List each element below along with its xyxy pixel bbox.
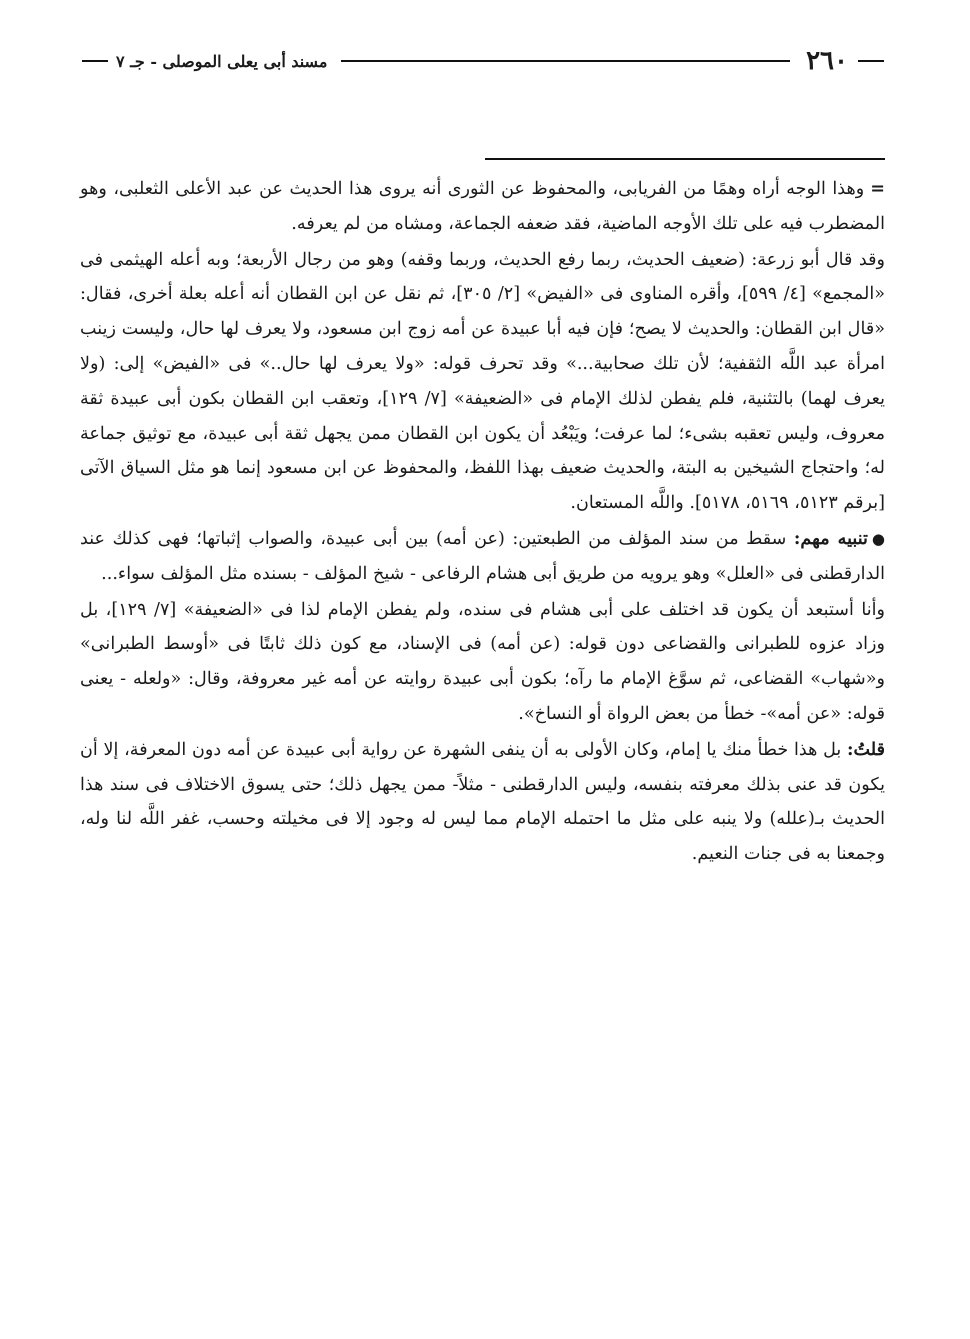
paragraph-text: وقد قال أبو زرعة: (ضعيف الحديث، ربما رفع الحديث، وربما وقفه) وهو من رجال الأربعة؛ وبه أعله الهيثمى فى «المجمع» [٤/ ٥٩٩]، وأقره المناوى فى «الفيض» [٢/ ٣٠٥]، ثم نقل عن ابن القطان أنه أعله بعلة أخرى، فقال: «قال ابن القطان: والحديث لا يصح؛ فإن فيه أبا عبيدة عن أمه زوج ابن مسعود، ولا يعرف لها حال، وليست زينب امرأة عبد اللَّه الثقفية؛ لأن تلك صحابية...» وقد تحرف قوله: «ولا يعرف لها حال..» فى «الفيض» إلى: (ولا يعرف لهما) بالتثنية، فلم يفطن لذلك الإمام فى «الضعيفة» [٧/ ١٢٩]، وتعقب ابن القطان بكون أبى عبيدة ثقة معروف، وليس تعقبه بشىء؛ لما عرفت؛ ويَبْعُد أن يكون ابن القطان ممن يجهل ثقة أبى عبيدة، مع توثيق جماعة له؛ واحتجاج الشيخين به البتة، والحديث ضعيف بهذا اللفظ، والمحفوظ عن ابن مسعود إنما هو مثل السياق الآتى [برقم ٥١٢٣، ٥١٦٩، ٥١٧٨]. واللَّه المستعان. — [80, 249, 886, 514]
paragraph-text: وأنا أستبعد أن يكون قد اختلف على أبى هشام فى سنده، ولم يفطن الإمام لذا فى «الضعيفة» [٧/ ١٢٩]، بل وزاد عزوه للطبرانى والقضاعى دون قوله: (عن أمه) فى الإسناد، مع كون ذلك ثابتًا فى «أوسط الطبرانى» و«شهاب» القضاعى، ثم سوَّغ الإمام ما رآه؛ بكون أبى عبيدة روايته عن أمه غير معروفة، وقال: «ولعله - يعنى قوله: «عن أمه»- خطأ من بعض الرواة أو النساخ». — [80, 599, 885, 724]
footnote-paragraph — [80, 593, 885, 732]
continuation-mark: = — [870, 178, 885, 199]
remark-text: بل هذا خطأ منك يا إمام، وكان الأولى به أن ينفى الشهرة عن رواية أبى عبيدة عن أمه دون المعرفة، إلا أن يكون قد عنى بذلك معرفته بنفسه، وليس الدارقطنى - مثلاً- ممن يجهل ذلك؛ حتى يسوق الاختلاف فى سند هذا الحديث بـ(علله) ولا ينبه على مثل ما احتمله الإمام مما ليس له وجود إلا فى مخيلته وحسب، غفر اللَّه لنا وله، وجمعنا به فى جنات النعيم. — [80, 739, 885, 865]
footnote-separator — [485, 158, 885, 160]
important-note — [80, 522, 885, 592]
book-title: مسند أبى يعلى الموصلى - جـ ٧ — [116, 51, 328, 71]
bullet-icon: ● — [871, 529, 885, 548]
footnote-body — [80, 172, 885, 873]
footnote-paragraph — [80, 172, 885, 242]
footnote-paragraph — [80, 243, 885, 521]
note-label: تنبيه مهم: — [793, 527, 868, 549]
remark-label: قلتُ: — [847, 738, 886, 760]
header-dash — [858, 60, 884, 62]
paragraph-text: وهذا الوجه أراه وهمًا من الفريابى، والمحفوظ عن الثورى أنه يروى هذا الحديث عن عبد الأعلى الثعلبى، وهو المضطرب فيه على تلك الأوجه الماضية، فقد ضعفه الجماعة، ومشاه من لم يعرفه. — [80, 179, 885, 234]
note-text: سقط من سند المؤلف من الطبعتين: (عن أمه) بين أبى عبيدة، والصواب إثباتها؛ فهى كذلك عند الدارقطنى فى «العلل» وهو يرويه من طريق أبى هشام الرفاعى - شيخ المؤلف - بسنده مثل المؤلف سواء... — [80, 528, 885, 584]
header-rule — [341, 60, 790, 62]
header-dash — [82, 60, 108, 62]
author-remark — [80, 733, 885, 872]
page-number: ٢٦٠ — [806, 46, 848, 76]
running-header — [78, 44, 888, 78]
